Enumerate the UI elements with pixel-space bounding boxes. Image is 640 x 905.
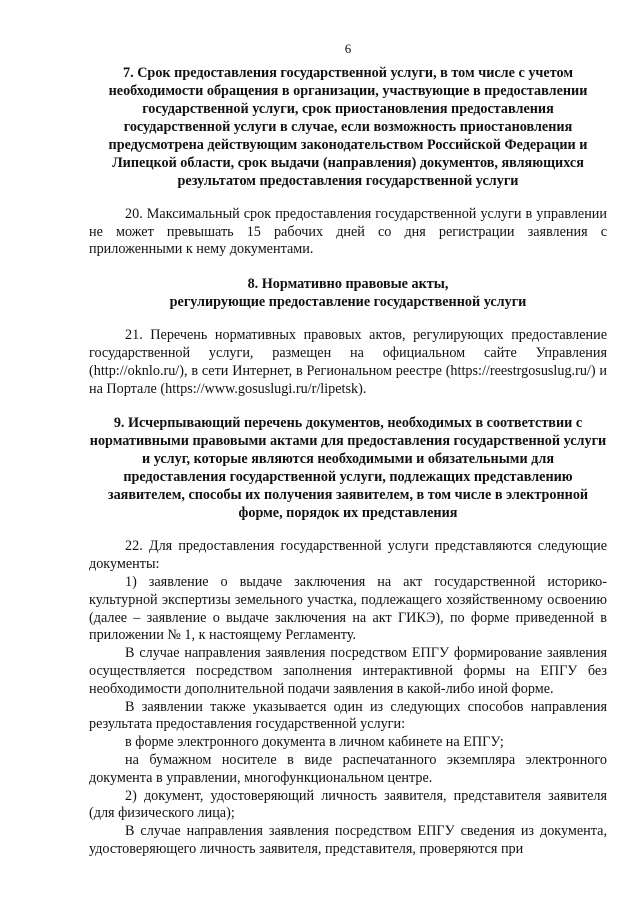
- paragraph-result-methods: В заявлении также указывается один из следующих способов направления результата предоставления государственной услуги:: [89, 698, 607, 733]
- paragraph-22: 22. Для предоставления государственной услуги представляются следующие документы:: [89, 538, 607, 573]
- page-number: 6: [344, 41, 352, 56]
- paragraph-method-electronic: в форме электронного документа в личном кабинете на ЕПГУ;: [125, 734, 504, 751]
- paragraph-22-item-1: 1) заявление о выдаче заключения на акт государственной историко-культурной экспертизы земельного участка, подлежащего хозяйственному освоению (далее – заявление о выдаче заключения на акт ГИКЭ), по форме приведенной в приложении № 1, к настоящему Регламенту.: [89, 573, 607, 644]
- section-8-heading-line1: 8. Нормативно правовые акты,: [247, 276, 449, 293]
- section-9-heading: 9. Исчерпывающий перечень документов, необходимых в соответствии с нормативными правовыми актами для предоставления государственной услуги и услуг, которые являются необходимыми и обязательными для предоставления государственной услуги, подлежащих представлению заявителем, способы их получения заявителем, в том числе в электронной форме, порядок их представления: [89, 415, 607, 522]
- paragraph-method-paper: на бумажном носителе в виде распечатанного экземпляра электронного документа в управлении, многофункциональном центре.: [89, 751, 607, 786]
- paragraph-20: 20. Максимальный срок предоставления государственной услуги в управлении не может превышать 15 рабочих дней со дня регистрации заявления с приложенными к нему документами.: [89, 205, 607, 258]
- paragraph-epgu-form: В случае направления заявления посредством ЕПГУ формирование заявления осуществляется посредством заполнения интерактивной формы на ЕПГУ без необходимости дополнительной подачи заявления в какой-либо иной форме.: [89, 645, 607, 697]
- paragraph-21: 21. Перечень нормативных правовых актов, регулирующих предоставление государственной услуги, размещен на официальном сайте Управления (http://oknlo.ru/), в сети Интернет, в Региональном реестре (https://reestrgosuslug.ru/) и на Портале (https://www.gosuslugi.ru/r/lipetsk).: [89, 327, 607, 397]
- paragraph-epgu-identity: В случае направления заявления посредством ЕПГУ сведения из документа, удостоверяющего личность заявителя, представителя, проверяются при: [89, 823, 607, 857]
- section-8-heading: [89, 275, 607, 311]
- paragraph-22-item-2: 2) документ, удостоверяющий личность заявителя, представителя заявителя (для физического лица);: [89, 787, 607, 822]
- section-7-heading: 7. Срок предоставления государственной услуги, в том числе с учетом необходимости обращения в организации, участвующие в предоставлении государственной услуги, срок приостановления предоставления государственной услуги в случае, если возможность приостановления предусмотрена действующим законодательством Российской Федерации и Липецкой области, срок выдачи (направления) документов, являющихся результатом предоставления государственной услуги: [108, 64, 588, 189]
- section-8-heading-line2: регулирующие предоставление государственной услуги: [169, 294, 527, 311]
